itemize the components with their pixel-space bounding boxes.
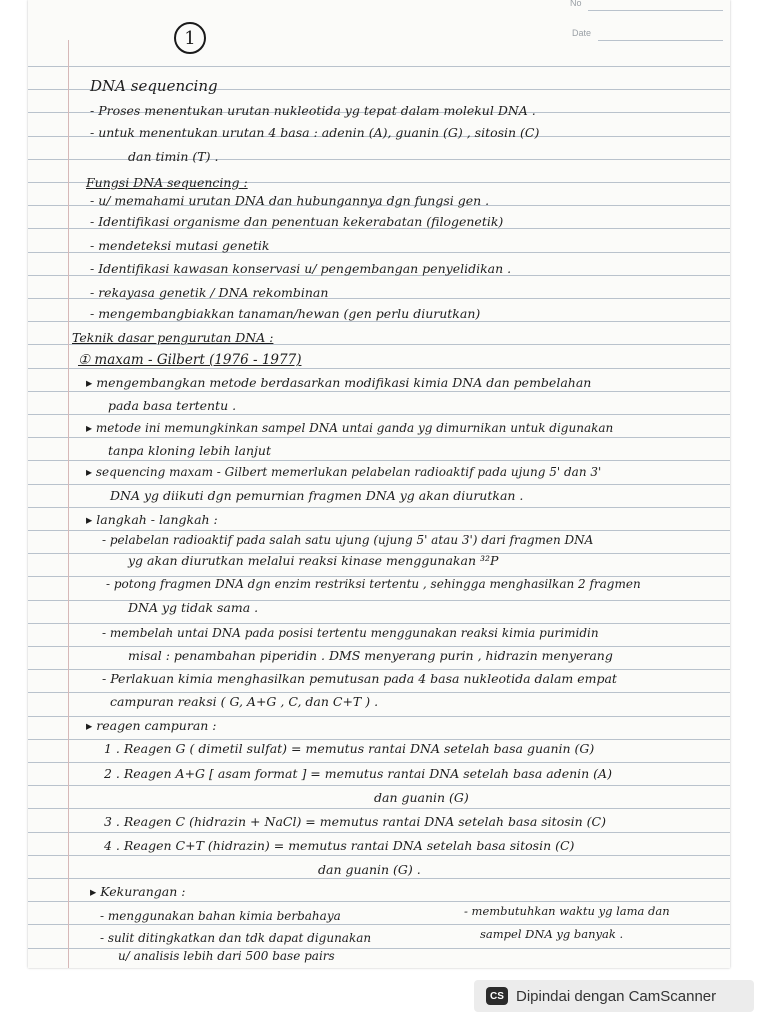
note-line: 3 . Reagen C (hidrazin + NaCl) = memutus rantai DNA setelah basa sitosin (C) [104, 814, 606, 829]
ruled-line [28, 855, 730, 856]
note-line: pada basa tertentu . [108, 398, 237, 413]
ruled-line [28, 368, 730, 369]
ruled-line [28, 460, 730, 461]
ruled-line [28, 716, 730, 717]
note-line: - u/ memahami urutan DNA dan hubungannya dgn fungsi gen . [90, 193, 490, 208]
note-line: - mengembangbiakkan tanaman/hewan (gen perlu diurutkan) [90, 306, 481, 321]
note-line: - mendeteksi mutasi genetik [90, 238, 270, 253]
ruled-line [28, 414, 730, 415]
note-line: - Identifikasi organisme dan penentuan kekerabatan (filogenetik) [90, 214, 504, 229]
note-line: ▸ reagen campuran : [86, 718, 217, 733]
ruled-line [28, 530, 730, 531]
ruled-line [28, 785, 730, 786]
note-line: - untuk menentukan urutan 4 basa : adenin (A), guanin (G) , sitosin (C) [90, 125, 540, 140]
note-line: u/ analisis lebih dari 500 base pairs [118, 949, 335, 963]
ruled-line [28, 646, 730, 647]
ruled-line [28, 901, 730, 902]
page-number-circle: 1 [174, 22, 206, 54]
ruled-line [28, 739, 730, 740]
ruled-line [28, 484, 730, 485]
ruled-line [28, 66, 730, 67]
note-line: DNA yg diikuti dgn pemurnian fragmen DNA yg akan diurutkan . [110, 488, 524, 503]
note-line: - Identifikasi kawasan konservasi u/ pengembangan penyelidikan . [90, 261, 512, 276]
note-line: - potong fragmen DNA dgn enzim restriksi tertentu , sehingga menghasilkan 2 fragmen [106, 577, 641, 591]
margin-line [68, 40, 69, 968]
ruled-line [28, 832, 730, 833]
ruled-line [28, 507, 730, 508]
note-line: - sulit ditingkatkan dan tdk dapat digunakan [100, 931, 372, 945]
note-line: dan timin (T) . [128, 149, 219, 164]
ruled-line [28, 669, 730, 670]
note-line: ▸ langkah - langkah : [86, 512, 218, 527]
note-line: - Perlakuan kimia menghasilkan pemutusan pada 4 basa nukleotida dalam empat [102, 671, 617, 686]
note-line: tanpa kloning lebih lanjut [108, 443, 271, 458]
note-line: - membelah untai DNA pada posisi tertentu menggunakan reaksi kimia purimidin [102, 626, 599, 640]
note-line: ▸ mengembangkan metode berdasarkan modifikasi kimia DNA dan pembelahan [86, 375, 592, 390]
note-line: 1 . Reagen G ( dimetil sulfat) = memutus rantai DNA setelah basa guanin (G) [104, 741, 595, 756]
note-line: misal : penambahan piperidin . DMS menyerang purin , hidrazin menyerang [128, 648, 613, 663]
ruled-line [28, 437, 730, 438]
notebook-page [28, 0, 730, 968]
section-heading: Teknik dasar pengurutan DNA : [72, 330, 274, 345]
ruled-line [28, 391, 730, 392]
ruled-line [28, 692, 730, 693]
no-label: No [570, 0, 582, 8]
note-line: ▸ Kekurangan : [90, 884, 186, 899]
camscanner-logo-icon: CS [486, 987, 508, 1005]
note-line: campuran reaksi ( G, A+G , C, dan C+T ) . [110, 694, 379, 709]
note-line: dan guanin (G) [374, 790, 469, 805]
ruled-line [28, 878, 730, 879]
no-line [588, 10, 723, 11]
note-line: 2 . Reagen A+G [ asam format ] = memutus rantai DNA setelah basa adenin (A) [104, 766, 612, 781]
note-line: sampel DNA yg banyak . [480, 927, 624, 941]
note-line: yg akan diurutkan melalui reaksi kinase menggunakan ³²P [128, 553, 499, 568]
note-line: DNA yg tidak sama . [128, 600, 259, 615]
note-title: DNA sequencing [90, 77, 218, 95]
date-label: Date [572, 28, 592, 38]
note-line: dan guanin (G) . [318, 862, 421, 877]
camscanner-text: Dipindai dengan CamScanner [516, 987, 717, 1005]
note-line: ▸ sequencing maxam - Gilbert memerlukan pelabelan radioaktif pada ujung 5' dan 3' [86, 465, 602, 479]
section-heading: Fungsi DNA sequencing : [86, 175, 248, 190]
ruled-line [28, 808, 730, 809]
note-line: - pelabelan radioaktif pada salah satu ujung (ujung 5' atau 3') dari fragmen DNA [102, 533, 594, 547]
note-line: ▸ metode ini memungkinkan sampel DNA untai ganda yg dimurnikan untuk digunakan [86, 421, 614, 435]
note-line: - membutuhkan waktu yg lama dan [464, 904, 670, 918]
ruled-line [28, 762, 730, 763]
subsection-heading: ① maxam - Gilbert (1976 - 1977) [78, 352, 302, 368]
date-line [598, 40, 723, 41]
camscanner-watermark [474, 980, 754, 1012]
note-line: - Proses menentukan urutan nukleotida yg tepat dalam molekul DNA . [90, 103, 536, 118]
ruled-line [28, 924, 730, 925]
ruled-line [28, 623, 730, 624]
note-line: 4 . Reagen C+T (hidrazin) = memutus rantai DNA setelah basa sitosin (C) [104, 838, 575, 853]
note-line: - rekayasa genetik / DNA rekombinan [90, 285, 329, 300]
note-line: - menggunakan bahan kimia berbahaya [100, 909, 341, 923]
